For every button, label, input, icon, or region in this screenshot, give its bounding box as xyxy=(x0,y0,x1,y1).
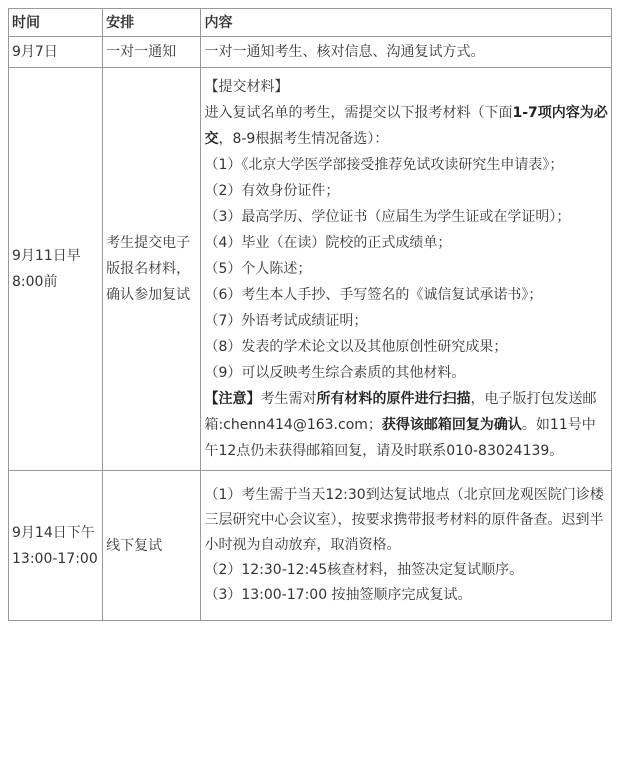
note-paragraph: 【注意】考生需对所有材料的原件进行扫描，电子版打包发送邮箱:chenn414@163.com；获得该邮箱回复为确认。如11号中午12点仍未获得邮箱回复，请及时联系010-83024139。 xyxy=(204,391,597,459)
confirm-note: 获得该邮箱回复为确认 xyxy=(381,417,522,433)
note-label: 【注意】 xyxy=(204,391,261,407)
time-cell: 9月7日 xyxy=(9,37,103,68)
submit-title: 【提交材料】 xyxy=(204,79,289,95)
material-item: （2）有效身份证件； xyxy=(204,183,340,199)
arrangement-line: 确认参加复试 xyxy=(106,287,191,303)
time-line: 9月14日下午 xyxy=(12,524,95,541)
material-item: （3）最高学历、学位证书（应届生为学生证或在学证明）； xyxy=(204,209,571,225)
header-arrangement: 安排 xyxy=(103,9,201,37)
table-row xyxy=(9,37,612,68)
scan-originals-note: 所有材料的原件进行扫描 xyxy=(316,391,471,407)
arrangement-cell: 一对一通知 xyxy=(103,37,201,68)
material-item: （9）可以反映考生综合素质的其他材料。 xyxy=(204,365,466,381)
arrangement-cell: 线下复试 xyxy=(103,471,201,621)
table-row xyxy=(9,471,612,621)
material-item: （4）毕业（在读）院校的正式成绩单； xyxy=(204,235,452,251)
time-line: 13:00-17:00 xyxy=(12,550,98,567)
material-item: （8）发表的学术论文以及其他原创性研究成果； xyxy=(204,339,508,355)
arrangement-cell xyxy=(103,68,201,471)
submit-intro: 进入复试名单的考生，需提交以下报考材料（下面1-7项内容为必交，8-9根据考生情况备选）： xyxy=(204,105,608,147)
material-item: （5）个人陈述； xyxy=(204,261,312,277)
schedule-table xyxy=(8,8,612,621)
material-item: （1）《北京大学医学部接受推荐免试攻读研究生申请表》； xyxy=(204,157,564,173)
header-time: 时间 xyxy=(9,9,103,37)
table-row xyxy=(9,68,612,471)
exam-item: （3）13:00-17:00 按抽签顺序完成复试。 xyxy=(204,587,472,603)
arrangement-line: 版报名材料， xyxy=(106,261,191,277)
material-item: （6）考生本人手抄、手写签名的《诚信复试承诺书》； xyxy=(204,287,543,303)
time-cell xyxy=(9,68,103,471)
time-line: 9月11日早 xyxy=(12,248,81,264)
exam-item: （1）考生需于当天12:30到达复试地点（北京回龙观医院门诊楼三层研究中心会议室），按要求携带报考材料的原件备查。迟到半小时视为自动放弃，取消资格。 xyxy=(204,487,604,553)
header-row xyxy=(9,9,612,37)
time-line: 8:00前 xyxy=(12,274,58,290)
material-item: （7）外语考试成绩证明； xyxy=(204,313,368,329)
time-cell xyxy=(9,471,103,621)
arrangement-line: 考生提交电子 xyxy=(106,235,191,251)
content-cell xyxy=(201,68,612,471)
header-content: 内容 xyxy=(201,9,612,37)
content-cell: 一对一通知考生、核对信息、沟通复试方式。 xyxy=(201,37,612,68)
content-cell xyxy=(201,471,612,621)
required-items-note: 1-7项内容为必交 xyxy=(204,105,608,147)
exam-item: （2）12:30-12:45核查材料，抽签决定复试顺序。 xyxy=(204,562,524,578)
